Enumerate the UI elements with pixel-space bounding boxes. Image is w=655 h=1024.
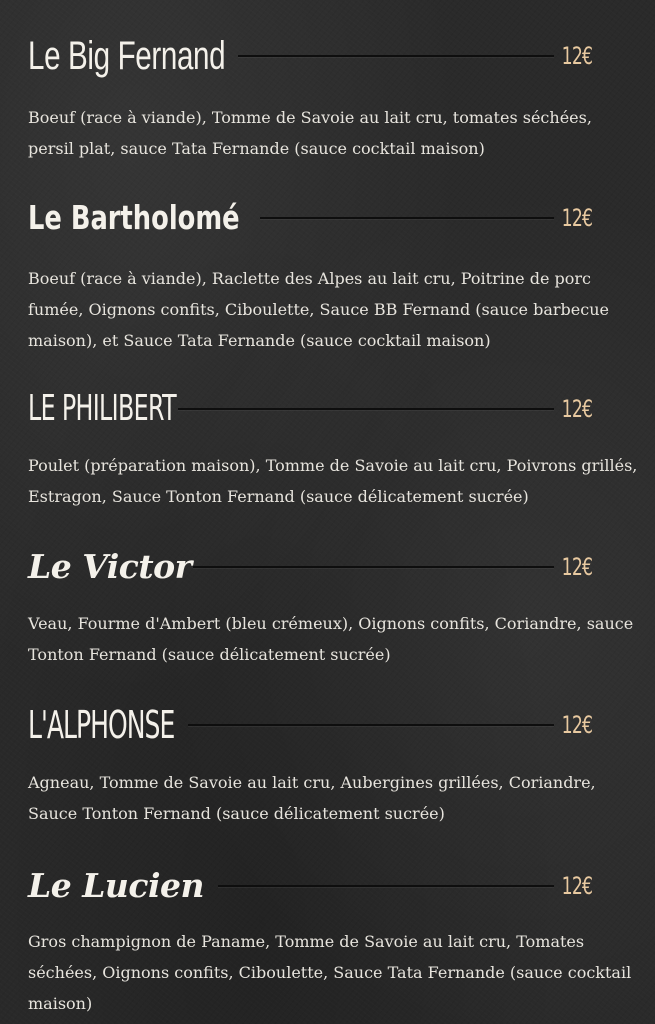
- dotted-leader-divider: [238, 55, 554, 57]
- menu-item-title-row: [28, 543, 634, 591]
- menu-item-name: Le Bartholomé: [28, 198, 240, 237]
- menu-item-lucien: [28, 862, 634, 1019]
- menu-item-title-row: [28, 701, 634, 749]
- menu-item-price: 12€: [561, 711, 592, 739]
- menu-item-big-fernand: [28, 32, 634, 164]
- menu-item-victor: [28, 543, 634, 670]
- menu-item-description: Agneau, Tomme de Savoie au lait cru, Aubergines grillées, Coriandre, Sauce Tonton Fernand (sauce délicatement sucrée): [28, 773, 596, 823]
- menu-item-name: L'ALPHONSE: [28, 703, 175, 747]
- dotted-leader-divider: [193, 566, 554, 568]
- dotted-leader-divider: [218, 885, 554, 887]
- menu-item-price: 12€: [561, 42, 592, 70]
- dotted-leader-divider: [260, 217, 554, 219]
- menu-item-price: 12€: [561, 204, 592, 232]
- dotted-leader-divider: [178, 408, 554, 410]
- menu-item-price: 12€: [561, 553, 592, 581]
- dotted-leader-divider: [188, 724, 554, 726]
- menu-item-bartholome: [28, 194, 634, 356]
- menu-item-name: LE PHILIBERT: [28, 388, 176, 429]
- menu-item-title-row: [28, 32, 634, 80]
- menu-item-price: 12€: [561, 872, 592, 900]
- menu-item-description: Gros champignon de Paname, Tomme de Savoie au lait cru, Tomates séchées, Oignons confits, Ciboulette, Sauce Tata Fernande (sauce cocktail maison): [28, 932, 632, 1013]
- menu-item-philibert: [28, 385, 638, 512]
- menu-item-title-row: [28, 385, 634, 433]
- menu-item-description: Boeuf (race à viande), Raclette des Alpes au lait cru, Poitrine de porc fumée, Oignons confits, Ciboulette, Sauce BB Fernand (sauce barbecue maison), et Sauce Tata Fernande (sauce cocktail maison): [28, 269, 609, 350]
- menu-item-name: Le Lucien: [28, 866, 205, 905]
- menu-item-title-row: [28, 862, 634, 910]
- menu-item-name: Le Victor: [28, 547, 192, 586]
- menu-item-title-row: [28, 194, 634, 242]
- menu-item-price: 12€: [561, 395, 592, 423]
- menu-item-alphonse: [28, 701, 634, 829]
- menu-item-description: Poulet (préparation maison), Tomme de Savoie au lait cru, Poivrons grillés, Estragon, Sauce Tonton Fernand (sauce délicatement sucrée): [28, 456, 638, 506]
- menu-item-description: Boeuf (race à viande), Tomme de Savoie au lait cru, tomates séchées, persil plat, sauce Tata Fernande (sauce cocktail maison): [28, 108, 592, 158]
- menu-item-name: Le Big Fernand: [28, 34, 226, 78]
- menu-item-description: Veau, Fourme d'Ambert (bleu crémeux), Oignons confits, Coriandre, sauce Tonton Fernand (sauce délicatement sucrée): [28, 614, 634, 664]
